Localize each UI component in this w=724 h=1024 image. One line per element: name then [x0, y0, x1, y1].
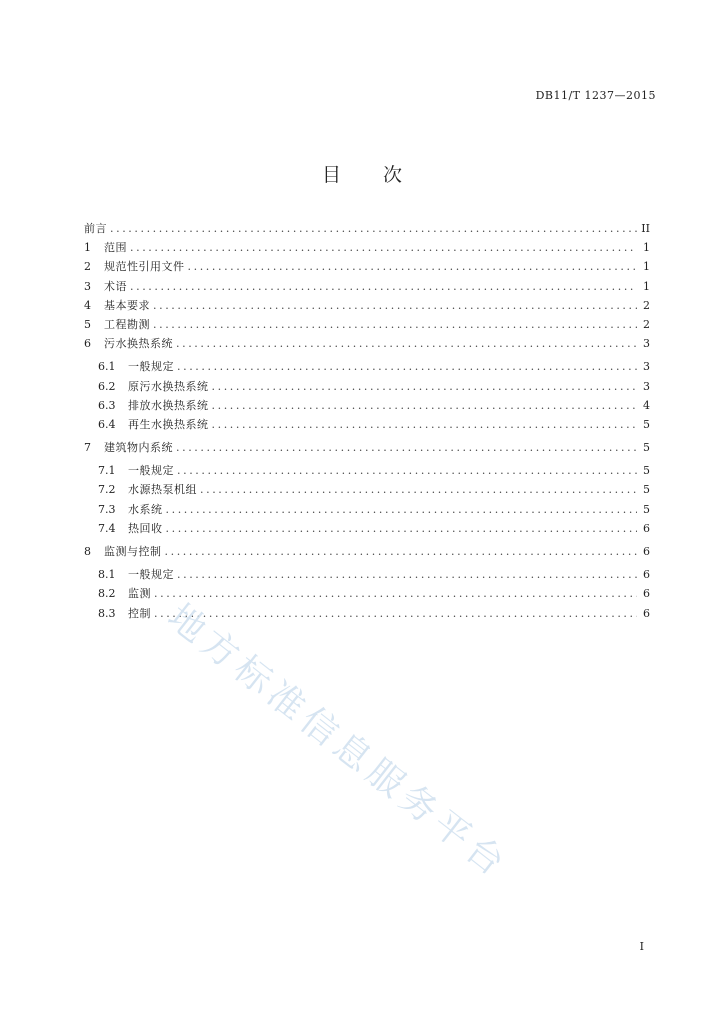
toc-entry-label: 原污水换热系统	[128, 379, 209, 393]
toc-entry-page: 1	[643, 260, 650, 274]
toc-entry-label: 污水换热系统	[104, 337, 173, 351]
toc-entry[interactable]	[84, 278, 650, 297]
toc-entry-label: 工程勘测	[104, 317, 150, 331]
toc-entry-label: 范围	[104, 241, 127, 255]
toc-entry-number: 8.1	[98, 568, 116, 582]
toc-subentry[interactable]	[84, 416, 650, 435]
toc-leader-dots	[212, 399, 638, 412]
standard-code: DB11/T 1237—2015	[535, 89, 656, 102]
toc-entry-page: 2	[643, 317, 650, 331]
toc-entry-page: 3	[643, 337, 650, 351]
toc-entry-label: 术语	[104, 279, 127, 293]
toc-entry-page: 5	[643, 441, 650, 455]
toc-subentry[interactable]	[84, 358, 650, 377]
toc-subentry[interactable]	[84, 481, 650, 500]
toc-subentry[interactable]	[84, 585, 650, 604]
toc-entry-number: 7.4	[98, 521, 116, 535]
toc-leader-dots	[177, 360, 637, 373]
toc-subentry[interactable]	[84, 378, 650, 397]
toc-entry-page: 5	[643, 502, 650, 516]
toc-leader-dots	[166, 503, 638, 516]
toc-entry-page: 6	[643, 545, 650, 558]
toc-entry-number: 2	[84, 260, 91, 274]
table-of-contents	[84, 220, 650, 624]
toc-leader-dots	[110, 222, 637, 235]
toc-subentry[interactable]	[84, 462, 650, 481]
toc-entry-number: 3	[84, 279, 91, 293]
toc-entry-page: 3	[643, 379, 650, 393]
toc-subentry[interactable]	[84, 566, 650, 585]
toc-entry[interactable]	[84, 543, 650, 562]
toc-entry-page: 1	[643, 241, 650, 255]
toc-entry-label: 监测与控制	[104, 545, 162, 558]
toc-entry-page: 1	[643, 279, 650, 293]
toc-entry-label: 规范性引用文件	[104, 260, 185, 274]
toc-subentry[interactable]	[84, 397, 650, 416]
toc-entry-number: 7	[84, 441, 91, 455]
toc-entry[interactable]	[84, 439, 650, 458]
toc-entry-number: 8.2	[98, 587, 116, 601]
toc-leader-dots	[165, 545, 638, 558]
toc-entry-label: 水系统	[128, 502, 163, 516]
toc-entry-number: 4	[84, 298, 91, 312]
toc-entry-page: 5	[643, 483, 650, 497]
toc-entry-label: 建筑物内系统	[104, 441, 173, 455]
toc-entry-number: 8	[84, 545, 91, 558]
toc-entry-number: 7.2	[98, 483, 116, 497]
toc-entry-number: 6.1	[98, 360, 116, 374]
toc-leader-dots	[177, 568, 637, 581]
toc-entry-number: 6.2	[98, 379, 116, 393]
toc-entry[interactable]	[84, 220, 650, 239]
toc-leader-dots	[212, 380, 638, 393]
toc-entry[interactable]	[84, 297, 650, 316]
toc-entry-label: 控制	[128, 606, 151, 620]
toc-entry-number: 6	[84, 337, 91, 351]
toc-entry-number: 6.3	[98, 398, 116, 412]
toc-entry-page: 2	[643, 298, 650, 312]
toc-entry-number: 8.3	[98, 606, 116, 620]
watermark: 地方标准信息服务平台	[159, 596, 517, 888]
toc-entry-label: 一般规定	[128, 568, 174, 582]
toc-entry-page: 6	[643, 587, 650, 601]
page-number: I	[639, 940, 644, 953]
toc-entry-number: 7.3	[98, 502, 116, 516]
toc-subentry[interactable]	[84, 520, 650, 539]
toc-leader-dots	[188, 260, 638, 273]
toc-entry-page: 5	[643, 464, 650, 478]
page-title: 目次	[321, 164, 444, 186]
toc-entry-label: 水源热泵机组	[128, 483, 197, 497]
toc-subentry[interactable]	[84, 501, 650, 520]
toc-entry-number: 5	[84, 317, 91, 331]
toc-entry-page: II	[641, 222, 650, 235]
toc-entry-page: 6	[643, 521, 650, 535]
toc-entry-page: 3	[643, 360, 650, 374]
toc-entry-label: 排放水换热系统	[128, 398, 209, 412]
toc-entry-number: 7.1	[98, 464, 116, 478]
toc-entry[interactable]	[84, 258, 650, 277]
toc-entry-label: 热回收	[128, 521, 163, 535]
toc-entry-label: 一般规定	[128, 360, 174, 374]
toc-leader-dots	[177, 464, 637, 477]
toc-leader-dots	[153, 318, 637, 331]
toc-entry[interactable]	[84, 335, 650, 354]
toc-entry-label: 前言	[84, 222, 107, 235]
toc-entry-page: 4	[643, 398, 650, 412]
toc-leader-dots	[200, 483, 637, 496]
toc-leader-dots	[166, 522, 638, 535]
toc-entry-label: 基本要求	[104, 298, 150, 312]
toc-entry-label: 监测	[128, 587, 151, 601]
toc-entry-page: 6	[643, 568, 650, 582]
toc-entry-label: 再生水换热系统	[128, 417, 209, 431]
toc-leader-dots	[130, 280, 637, 293]
toc-entry-label: 一般规定	[128, 464, 174, 478]
toc-entry-number: 6.4	[98, 417, 116, 431]
toc-leader-dots	[176, 441, 637, 454]
toc-entry-page: 6	[643, 606, 650, 620]
toc-entry-page: 5	[643, 417, 650, 431]
toc-entry[interactable]	[84, 316, 650, 335]
toc-entry[interactable]	[84, 239, 650, 258]
toc-leader-dots	[154, 587, 637, 600]
toc-leader-dots	[176, 337, 637, 350]
toc-leader-dots	[212, 418, 638, 431]
toc-entry-number: 1	[84, 241, 91, 255]
toc-leader-dots	[130, 241, 637, 254]
toc-leader-dots	[153, 299, 637, 312]
